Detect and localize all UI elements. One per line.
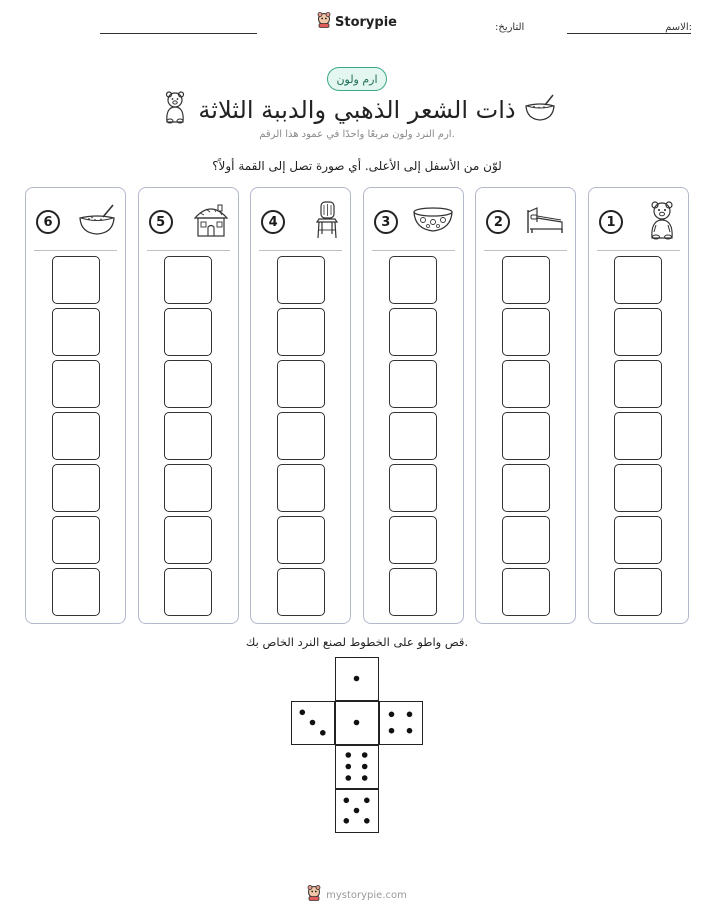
dice-pip [364,818,370,824]
dice-pip [344,818,350,824]
column-divider [147,250,230,251]
color-box[interactable] [502,256,550,304]
color-box[interactable] [389,516,437,564]
dice-pip [389,728,395,734]
dice-pips [336,702,377,743]
dice-pip [389,712,395,718]
color-box[interactable] [164,256,212,304]
color-box[interactable] [614,360,662,408]
column-divider [259,250,342,251]
dice-pip [362,752,368,758]
dice-pip [346,775,352,781]
dice-pip [300,710,306,716]
dice-face [335,789,379,833]
footer-url[interactable]: mystorypie.com [326,889,407,901]
column-number: 3 [374,210,398,234]
color-box[interactable] [52,360,100,408]
coloring-columns [25,187,689,624]
color-box[interactable] [277,308,325,356]
footer [0,885,714,905]
column-4 [250,187,351,624]
color-box[interactable] [164,568,212,616]
column-1 [588,187,689,624]
chair-icon [312,200,342,244]
roll-and-color-badge: ارم ولون [327,67,387,91]
column-header [597,196,680,248]
color-box[interactable] [52,412,100,460]
color-box[interactable] [502,464,550,512]
color-box[interactable] [164,360,212,408]
color-box[interactable] [277,256,325,304]
color-box[interactable] [389,360,437,408]
dice-pip [407,712,413,718]
dice-pip [344,798,350,804]
color-box[interactable] [164,308,212,356]
color-box[interactable] [614,568,662,616]
color-box[interactable] [389,464,437,512]
color-box[interactable] [277,360,325,408]
column-divider [34,250,117,251]
dice-pips [336,790,377,831]
title-porridge-icon [523,93,557,127]
dice-pip [362,775,368,781]
column-2 [475,187,576,624]
column-header [147,196,230,248]
color-box[interactable] [164,516,212,564]
color-box[interactable] [52,464,100,512]
box-stack [589,256,688,616]
color-box[interactable] [277,516,325,564]
color-box[interactable] [52,256,100,304]
box-stack [364,256,463,616]
column-divider [597,250,680,251]
box-stack [251,256,350,616]
dice-net [291,657,425,835]
bed-icon [525,204,567,240]
color-box[interactable] [389,412,437,460]
cottage-icon [192,202,230,242]
color-box[interactable] [614,464,662,512]
box-stack [139,256,238,616]
dice-pip [354,808,360,814]
cut-instruction: قص واطو على الخطوط لصنع النرد الخاص بك. [245,635,469,649]
dice-pip [354,720,360,726]
color-box[interactable] [614,516,662,564]
color-box[interactable] [164,464,212,512]
bear-icon [644,200,680,244]
column-number: 1 [599,210,623,234]
dice-pip [364,798,370,804]
column-divider [484,250,567,251]
color-box[interactable] [52,308,100,356]
column-header [484,196,567,248]
dice-face [335,657,379,701]
column-header [34,196,117,248]
storypie-logo-icon [307,885,321,905]
column-6 [25,187,126,624]
bowl-icon [411,205,455,239]
instruction-text: لوّن من الأسفل إلى الأعلى. أي صورة تصل إلى القمة أولاً؟ [212,159,502,173]
dice-pips [292,702,333,743]
storypie-logo-icon [317,12,331,32]
dice-pips [336,658,377,699]
color-box[interactable] [502,568,550,616]
dice-pip [320,730,326,736]
name-label: الاسم: [665,22,692,33]
column-number: 5 [149,210,173,234]
dice-pip [346,764,352,770]
color-box[interactable] [502,360,550,408]
dice-face [335,745,379,789]
subtitle: ارم النرد ولون مربعًا واحدًا في عمود هذا الرقم. [259,129,455,140]
box-stack [26,256,125,616]
dice-pip [310,720,316,726]
color-box[interactable] [389,256,437,304]
name-field-line[interactable] [100,33,257,34]
color-box[interactable] [52,568,100,616]
box-stack [476,256,575,616]
dice-pips [336,746,377,787]
column-number: 6 [36,210,60,234]
column-header [372,196,455,248]
color-box[interactable] [164,412,212,460]
column-number: 4 [261,210,285,234]
column-divider [372,250,455,251]
brand-name: Storypie [335,14,397,30]
color-box[interactable] [389,308,437,356]
dice-pip [346,752,352,758]
dice-face [335,701,379,745]
color-box[interactable] [502,308,550,356]
color-box[interactable] [614,256,662,304]
date-label: التاريخ: [495,22,525,33]
column-header [259,196,342,248]
dice-pips [380,702,421,743]
color-box[interactable] [614,412,662,460]
color-box[interactable] [277,464,325,512]
color-box[interactable] [502,516,550,564]
color-box[interactable] [277,412,325,460]
color-box[interactable] [277,568,325,616]
column-number: 2 [486,210,510,234]
porridge-icon [77,203,117,241]
dice-pip [362,764,368,770]
page-title: ذات الشعر الذهبي والدببة الثلاثة [198,96,516,124]
dice-face [291,701,335,745]
dice-pip [407,728,413,734]
color-box[interactable] [389,568,437,616]
column-3 [363,187,464,624]
dice-pip [354,676,360,682]
column-5 [138,187,239,624]
color-box[interactable] [502,412,550,460]
brand-logo [0,12,714,32]
date-field-line[interactable] [567,33,691,34]
color-box[interactable] [614,308,662,356]
color-box[interactable] [52,516,100,564]
dice-face [379,701,423,745]
